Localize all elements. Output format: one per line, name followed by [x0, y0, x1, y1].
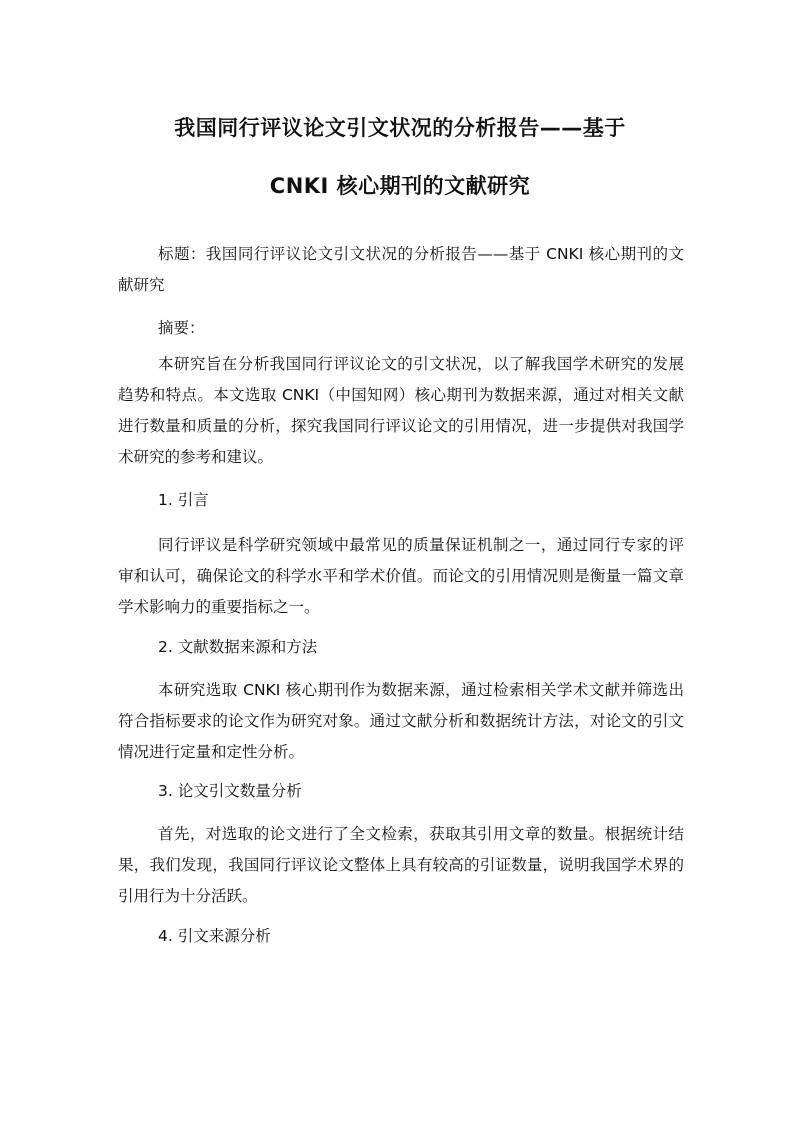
section-body-introduction: 同行评议是科学研究领域中最常见的质量保证机制之一，通过同行专家的评审和认可，确保论文的科学水平和学术价值。而论文的引用情况则是衡量一篇文章学术影响力的重要指标之一。	[118, 536, 684, 616]
section-body-data-sources: 本研究选取 CNKI 核心期刊作为数据来源，通过检索相关学术文献并筛选出符合指标要求的论文作为研究对象。通过文献分析和数据统计方法，对论文的引文情况进行定量和定性分析。	[118, 681, 684, 761]
abstract-paragraph: 本研究旨在分析我国同行评议论文的引文状况，以了解我国学术研究的发展趋势和特点。本文选取 CNKI（中国知网）核心期刊为数据来源，通过对相关文献进行数量和质量的分析，探究我国同行评议论文的引用情况，进一步提供对我国学术研究的参考和建议。	[118, 355, 684, 466]
section-body-citation-count: 首先，对选取的论文进行了全文检索，获取其引用文章的数量。根据统计结果，我们发现，我国同行评议论文整体上具有较高的引证数量，说明我国学术界的引用行为十分活跃。	[118, 825, 684, 905]
section-heading-data-sources: 2. 文献数据来源和方法	[158, 638, 318, 656]
abstract-label: 摘要：	[158, 319, 205, 337]
section-heading-introduction: 1. 引言	[158, 491, 209, 509]
section-heading-citation-sources: 4. 引文来源分析	[158, 927, 271, 945]
document-title-line-1: 我国同行评议论文引文状况的分析报告——基于	[174, 116, 626, 140]
meta-title-paragraph: 标题：我国同行评议论文引文状况的分析报告——基于 CNKI 核心期刊的文献研究	[118, 245, 684, 294]
section-heading-citation-count: 3. 论文引文数量分析	[158, 782, 302, 800]
document-title-line-2: CNKI 核心期刊的文献研究	[269, 174, 531, 198]
